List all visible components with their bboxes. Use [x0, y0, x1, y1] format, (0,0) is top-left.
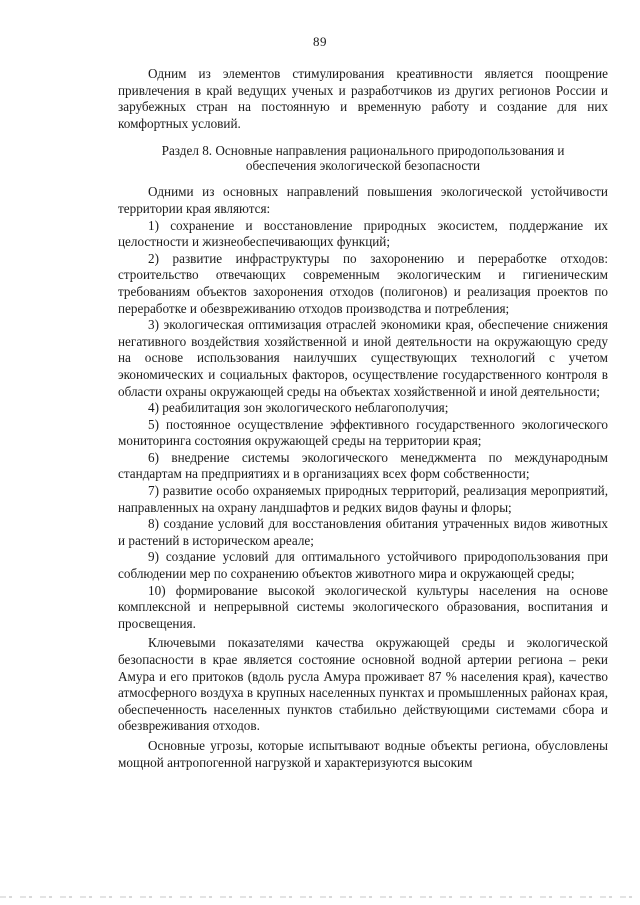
list-item-4: 4) реабилитация зон экологического неблагополучия;: [148, 400, 449, 416]
list-item-1: 1) сохранение и восстановление природных экосистем, поддержание их целостности и жизнеобеспечивающих функций;: [118, 217, 608, 250]
list-item-7: 7) развитие особо охраняемых природных территорий, реализация мероприятий, направленных на охрану ландшафтов и редких видов фауны и флоры;: [118, 483, 608, 515]
list-item-5: 5) постоянное осуществление эффективного государственного экологического мониторинга состояния окружающей среды на территории края;: [118, 416, 608, 449]
list-item-8: 8) создание условий для восстановления обитания утраченных видов животных и растений в историческом ареале;: [118, 516, 608, 548]
list-item-9: 9) создание условий для оптимального устойчивого природопользования при соблюдении мер по сохранению объектов животного мира и окружающей среды;: [118, 549, 608, 582]
list-item-3: 3) экологическая оптимизация отраслей экономики края, обеспечение снижения негативного воздействия хозяйственной и иной деятельности на окружающую среду на основе использования наилучших существующих технологий с учетом экономических и социальных факторов, осуществление государственного контроля в области охраны окружающей среды на объектах хозяйственной и иной деятельности;: [118, 317, 608, 399]
lead-paragraph: Одними из основных направлений повышения экологической устойчивости территории края являются:: [118, 184, 608, 216]
threats-paragraph: Основные угрозы, которые испытывают водные объекты региона, обусловлены мощной антропогенной нагрузкой и характеризуются высоким: [118, 737, 608, 770]
page-number: 89: [313, 34, 327, 49]
page-content: [118, 66, 608, 771]
intro-paragraph: Одним из элементов стимулирования креативности является поощрение привлечения в край ведущих ученых и разработчиков из других регионов России и зарубежных стран на постоянную и временную работу и создание для них комфортных условий.: [118, 66, 608, 131]
section-title: [118, 143, 608, 173]
list-item-6: 6) внедрение системы экологического менеджмента по международным стандартам на предприятиях и в организациях всех форм собственности;: [118, 449, 608, 482]
section-title-line2: обеспечения экологической безопасности: [245, 158, 481, 174]
section-title-line1: Раздел 8. Основные направления рационального природопользования и: [161, 143, 565, 159]
scan-artifact-line: [0, 896, 640, 898]
indicators-paragraph: Ключевыми показателями качества окружающей среды и экологической безопасности в крае является состояние основной водной артерии региона – реки Амура и его притоков (вдоль русла Амура проживает 87 % населения края), качество атмосферного воздуха в крупных населенных пунктах и промышленных районах края, обеспеченность населенных пунктов стабильно действующими системами сбора и обезвреживания отходов.: [118, 635, 608, 734]
list-item-10: 10) формирование высокой экологической культуры населения на основе комплексной и непрерывной системы экологического образования, воспитания и просвещения.: [118, 582, 608, 631]
list-item-2: 2) развитие инфраструктуры по захоронению и переработке отходов: строительство отвечающих современным экологическим и гигиеническим требованиям объектов захоронения отходов (полигонов) и реализация проектов по переработке и обезвреживанию отходов производства и потребления;: [118, 250, 608, 316]
